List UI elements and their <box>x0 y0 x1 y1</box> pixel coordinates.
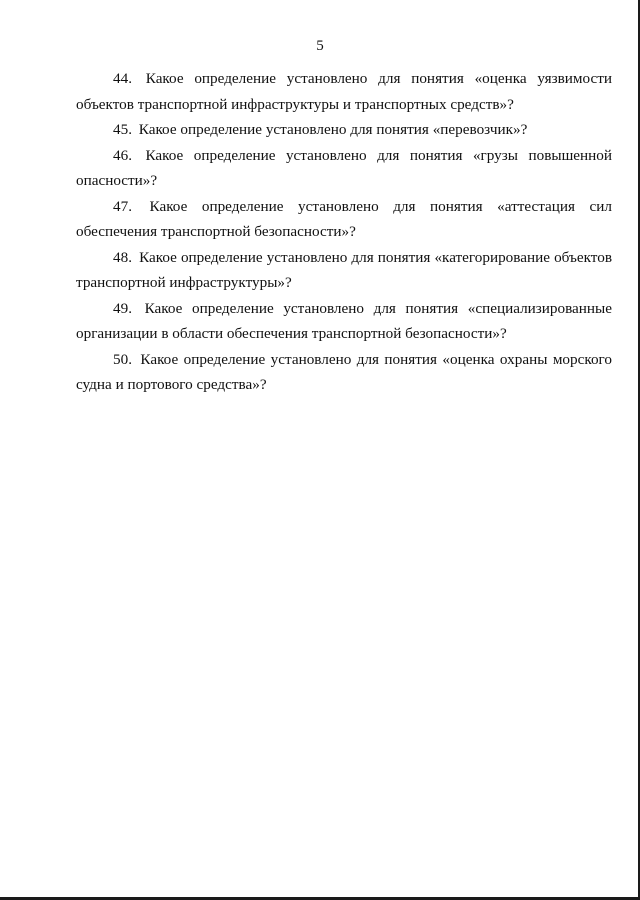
question-text: Какое определение установлено для понятия «оценка охраны морского судна и портового средства»? <box>76 350 612 393</box>
question-50 <box>76 347 612 398</box>
question-number: 44. <box>113 70 132 87</box>
question-text: Какое определение установлено для понятия «аттестация сил обеспечения транспортной безопасности»? <box>76 197 613 240</box>
question-number: 48. <box>113 248 132 266</box>
question-text: Какое определение установлено для понятия «оценка уязвимости объектов транспортной инфраструктуры и транспортных средств»? <box>76 70 613 113</box>
question-number: 49. <box>113 299 132 317</box>
question-45 <box>76 117 612 143</box>
question-number: 47. <box>113 197 132 215</box>
question-49 <box>76 296 612 347</box>
question-text: Какое определение установлено для понятия «специализированные организации в области обеспечения транспортной безопасности»? <box>76 299 613 342</box>
question-47 <box>76 194 612 245</box>
question-text: Какое определение установлено для понятия «категорирование объектов транспортной инфраструктуры»? <box>76 248 612 291</box>
question-text: Какое определение установлено для понятия «грузы повышенной опасности»? <box>76 146 612 189</box>
question-number: 45. <box>113 121 132 138</box>
question-44 <box>76 66 612 117</box>
question-number: 50. <box>113 350 132 368</box>
question-46 <box>76 143 612 194</box>
page-number: 5 <box>316 38 324 54</box>
question-list <box>76 66 612 398</box>
question-48 <box>76 245 612 296</box>
question-number: 46. <box>113 146 132 164</box>
question-text: Какое определение установлено для понятия «перевозчик»? <box>138 121 528 138</box>
